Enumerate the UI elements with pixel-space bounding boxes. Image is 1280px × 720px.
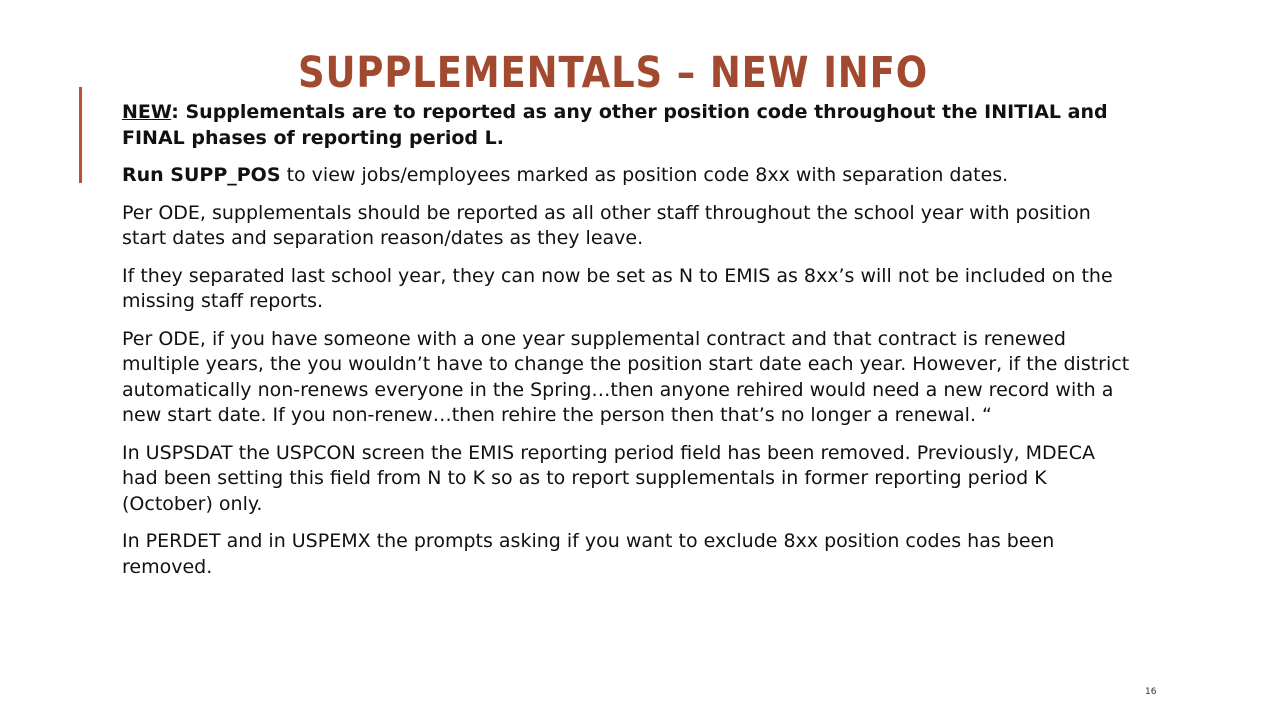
paragraph-separated-last-year: If they separated last school year, they can now be set as N to EMIS as 8xx’s will not be included on the missing staff reports. xyxy=(122,264,1113,312)
paragraph-perdet: In PERDET and in USPEMX the prompts asking if you want to exclude 8xx position codes has been removed. xyxy=(122,530,1055,578)
slide-title: SUPPLEMENTALS – NEW INFO xyxy=(298,48,929,98)
paragraph-uspsdat: In USPSDAT the USPCON screen the EMIS reporting period field has been removed. Previously, MDECA had been setting this field from N to K so as to report supplementals in former reporting period K (October) only. xyxy=(122,441,1095,515)
paragraph-new-info xyxy=(122,100,1132,151)
new-label: NEW xyxy=(122,101,172,123)
run-supp-pos-label: Run SUPP_POS xyxy=(122,164,281,186)
new-label-colon: : xyxy=(171,101,179,123)
paragraph-per-ode-contract: Per ODE, if you have someone with a one year supplemental contract and that contract is renewed multiple years, the you wouldn’t have to change the position start date each year. However, if the district automatically non-renews everyone in the Spring…then anyone rehired would need a new record with a new start date. If you non-renew…then rehire the person then that’s no longer a renewal. “ xyxy=(122,327,1130,426)
accent-bar xyxy=(79,87,82,183)
slide-body xyxy=(122,100,1132,592)
paragraph-run-supp-pos xyxy=(122,163,1132,189)
run-supp-pos-text: to view jobs/employees marked as position code 8xx with separation dates. xyxy=(280,164,1009,186)
slide-number: 16 xyxy=(1145,687,1157,697)
new-info-text: Supplementals are to reported as any other position code throughout the INITIAL and FINAL phases of reporting period L. xyxy=(122,101,1108,149)
paragraph-per-ode-staff: Per ODE, supplementals should be reported as all other staff throughout the school year with position start dates and separation reason/dates as they leave. xyxy=(122,201,1091,249)
